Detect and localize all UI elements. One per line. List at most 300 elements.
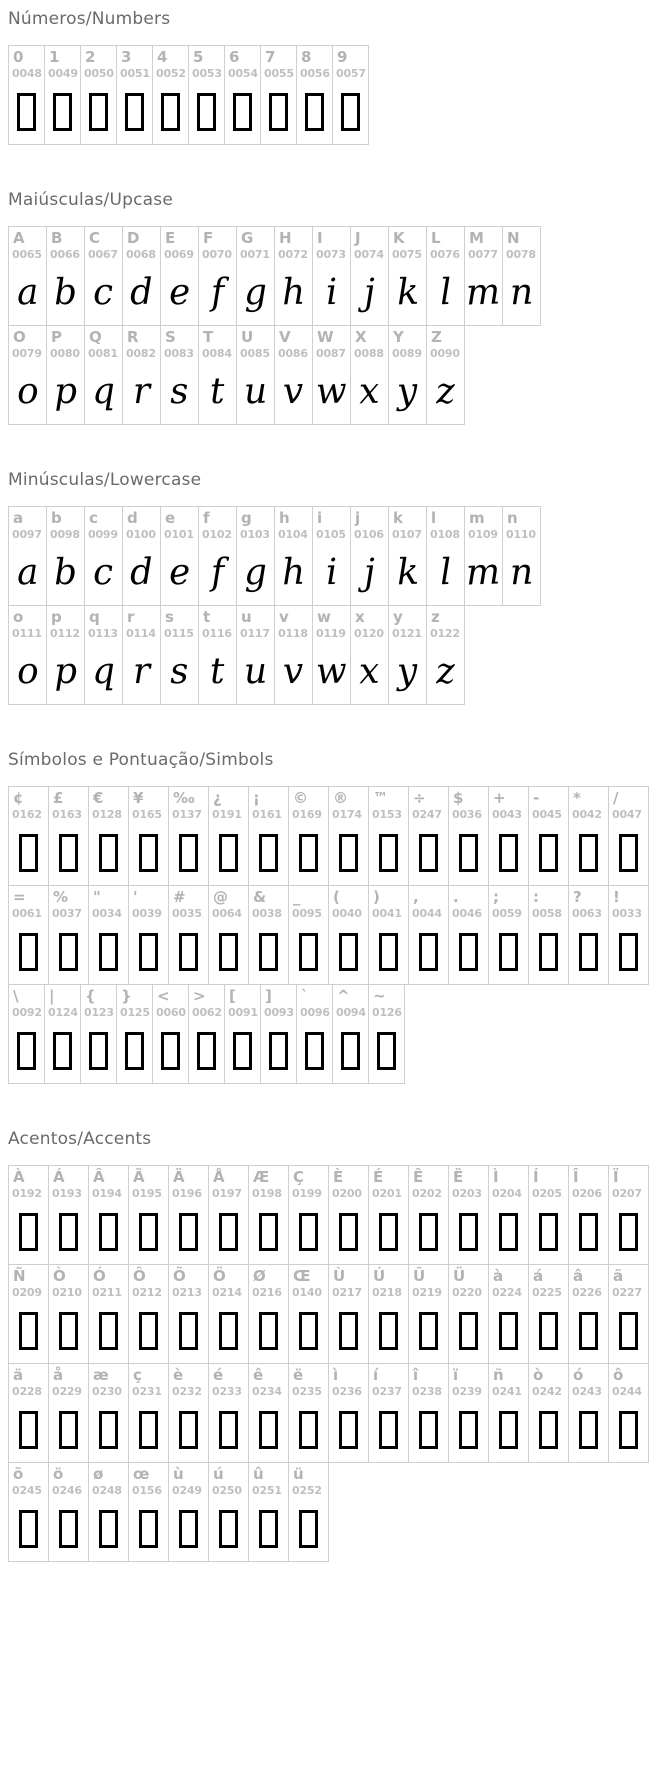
cell-unicode-code: 0087	[316, 347, 346, 360]
glyph-cell	[328, 1264, 369, 1364]
notdef-box-icon	[379, 1213, 398, 1251]
glyph-preview	[289, 1398, 328, 1462]
cell-character-label: Ì	[493, 1168, 499, 1186]
cell-character-label: F	[203, 229, 214, 247]
glyph-cell	[128, 885, 169, 985]
cell-unicode-code: 0078	[506, 248, 536, 261]
cell-unicode-code: 0097	[12, 528, 42, 541]
glyph-cell	[48, 885, 89, 985]
notdef-box-icon	[17, 1032, 36, 1070]
glyph-preview	[89, 920, 128, 984]
glyph-cell	[88, 885, 129, 985]
glyph-preview	[609, 1299, 648, 1363]
glyph-preview	[237, 541, 274, 605]
glyph-preview	[609, 821, 648, 885]
cell-unicode-code: 0043	[492, 808, 522, 821]
glyph-preview	[409, 1299, 448, 1363]
cell-unicode-code: 0052	[156, 67, 186, 80]
cell-character-label: #	[173, 888, 186, 906]
glyph-preview	[489, 1299, 528, 1363]
glyph-preview	[209, 1200, 248, 1264]
glyph-preview	[261, 80, 296, 144]
cell-character-label: ù	[173, 1465, 184, 1483]
glyph-grid-numbers	[8, 45, 661, 145]
notdef-box-icon	[59, 1510, 78, 1548]
glyph-cell	[122, 226, 161, 326]
notdef-box-icon	[219, 1510, 238, 1548]
cell-character-label: n	[507, 509, 518, 527]
glyph-preview	[47, 360, 84, 424]
notdef-box-icon	[19, 933, 38, 971]
cell-character-label: ¢	[13, 789, 24, 807]
cell-unicode-code: 0163	[52, 808, 82, 821]
glyph-cell	[208, 1264, 249, 1364]
cell-unicode-code: 0055	[264, 67, 294, 80]
cell-unicode-code: 0088	[354, 347, 384, 360]
glyph-preview	[89, 1200, 128, 1264]
cell-unicode-code: 0083	[164, 347, 194, 360]
cell-character-label: k	[393, 509, 403, 527]
cell-character-label: -	[533, 789, 540, 807]
handwritten-letter-glyph: d	[129, 551, 154, 594]
glyph-cell	[48, 1462, 89, 1562]
glyph-cell	[168, 1462, 209, 1562]
glyph-preview	[9, 640, 46, 704]
cell-unicode-code: 0038	[252, 907, 282, 920]
cell-character-label: õ	[13, 1465, 24, 1483]
glyph-cell	[312, 605, 351, 705]
glyph-preview	[529, 1398, 568, 1462]
glyph-cell	[274, 506, 313, 606]
notdef-box-icon	[379, 1312, 398, 1350]
glyph-preview	[209, 1497, 248, 1561]
glyph-cell	[312, 325, 351, 425]
cell-unicode-code: 0115	[164, 627, 194, 640]
cell-character-label: @	[213, 888, 228, 906]
notdef-box-icon	[419, 1213, 438, 1251]
handwritten-letter-glyph: q	[91, 650, 116, 693]
glyph-cell	[426, 506, 465, 606]
cell-character-label: ò	[533, 1366, 544, 1384]
notdef-box-icon	[299, 834, 318, 872]
glyph-row	[8, 885, 661, 985]
cell-unicode-code: 0205	[532, 1187, 562, 1200]
cell-unicode-code: 0036	[452, 808, 482, 821]
glyph-preview	[351, 640, 388, 704]
glyph-preview	[169, 1497, 208, 1561]
glyph-preview	[351, 360, 388, 424]
cell-unicode-code: 0117	[240, 627, 270, 640]
glyph-cell	[8, 885, 49, 985]
cell-unicode-code: 0106	[354, 528, 384, 541]
cell-unicode-code: 0203	[452, 1187, 482, 1200]
cell-character-label: !	[613, 888, 620, 906]
glyph-preview	[369, 1019, 404, 1083]
glyph-preview	[609, 1398, 648, 1462]
cell-character-label: é	[213, 1366, 224, 1384]
cell-unicode-code: 0121	[392, 627, 422, 640]
glyph-cell	[328, 885, 369, 985]
glyph-preview	[249, 920, 288, 984]
notdef-box-icon	[539, 933, 558, 971]
glyph-cell	[8, 1264, 49, 1364]
glyph-cell	[8, 605, 47, 705]
cell-character-label: Î	[573, 1168, 579, 1186]
glyph-preview	[199, 541, 236, 605]
handwritten-letter-glyph: z	[435, 370, 456, 413]
glyph-cell	[122, 325, 161, 425]
glyph-cell	[464, 226, 503, 326]
cell-character-label: f	[203, 509, 210, 527]
cell-character-label: b	[51, 509, 62, 527]
handwritten-letter-glyph: o	[15, 650, 40, 693]
cell-character-label: \	[13, 987, 19, 1005]
cell-character-label: Ä	[173, 1168, 185, 1186]
handwritten-letter-glyph: j	[363, 271, 376, 314]
glyph-cell	[128, 1363, 169, 1463]
cell-unicode-code: 0206	[572, 1187, 602, 1200]
cell-unicode-code: 0063	[572, 907, 602, 920]
cell-character-label: Z	[431, 328, 442, 346]
cell-character-label: 0	[13, 48, 24, 66]
glyph-preview	[329, 920, 368, 984]
glyph-preview	[209, 821, 248, 885]
glyph-row	[8, 1363, 661, 1463]
cell-character-label: ‰	[173, 789, 195, 807]
glyph-cell	[128, 1264, 169, 1364]
glyph-cell	[80, 984, 117, 1084]
glyph-cell	[122, 506, 161, 606]
handwritten-letter-glyph: n	[509, 271, 534, 314]
cell-character-label: J	[355, 229, 361, 247]
glyph-preview	[85, 640, 122, 704]
handwritten-letter-glyph: g	[243, 271, 268, 314]
cell-unicode-code: 0058	[532, 907, 562, 920]
glyph-cell	[208, 1363, 249, 1463]
notdef-box-icon	[139, 933, 158, 971]
cell-character-label: É	[373, 1168, 384, 1186]
glyph-preview	[249, 1200, 288, 1264]
cell-character-label: *	[573, 789, 581, 807]
glyph-preview	[289, 1299, 328, 1363]
cell-character-label: &	[253, 888, 267, 906]
cell-unicode-code: 0114	[126, 627, 156, 640]
cell-character-label: á	[533, 1267, 544, 1285]
cell-character-label: >	[193, 987, 206, 1005]
glyph-cell	[528, 786, 569, 886]
notdef-box-icon	[269, 93, 288, 131]
notdef-box-icon	[419, 1411, 438, 1449]
notdef-box-icon	[619, 1312, 638, 1350]
cell-character-label: Ó	[93, 1267, 106, 1285]
section-accents	[8, 1128, 661, 1562]
cell-character-label: Y	[393, 328, 404, 346]
cell-unicode-code: 0169	[292, 808, 322, 821]
notdef-box-icon	[579, 1411, 598, 1449]
cell-character-label: w	[317, 608, 331, 626]
glyph-cell	[568, 1165, 609, 1265]
glyph-cell	[488, 786, 529, 886]
cell-character-label: [	[229, 987, 236, 1005]
cell-character-label: 2	[85, 48, 96, 66]
cell-character-label: _	[293, 888, 301, 906]
cell-character-label: E	[165, 229, 176, 247]
glyph-preview	[49, 1200, 88, 1264]
cell-character-label: <	[157, 987, 170, 1005]
glyph-cell	[208, 885, 249, 985]
glyph-preview	[9, 1200, 48, 1264]
section-uppercase	[8, 189, 661, 425]
notdef-box-icon	[539, 834, 558, 872]
glyph-preview	[569, 1398, 608, 1462]
cell-unicode-code: 0156	[132, 1484, 162, 1497]
cell-unicode-code: 0200	[332, 1187, 362, 1200]
cell-unicode-code: 0057	[336, 67, 366, 80]
cell-character-label: A	[13, 229, 25, 247]
notdef-box-icon	[379, 1411, 398, 1449]
glyph-preview	[313, 541, 350, 605]
cell-unicode-code: 0251	[252, 1484, 282, 1497]
glyph-grid-lowercase	[8, 506, 661, 705]
glyph-preview	[449, 1299, 488, 1363]
notdef-box-icon	[179, 1312, 198, 1350]
notdef-box-icon	[499, 1213, 518, 1251]
glyph-cell	[608, 786, 649, 886]
cell-unicode-code: 0037	[52, 907, 82, 920]
notdef-box-icon	[339, 1213, 358, 1251]
glyph-preview	[169, 1299, 208, 1363]
cell-character-label: ?	[573, 888, 582, 906]
cell-unicode-code: 0119	[316, 627, 346, 640]
glyph-cell	[528, 1363, 569, 1463]
cell-unicode-code: 0080	[50, 347, 80, 360]
glyph-preview	[9, 920, 48, 984]
cell-unicode-code: 0041	[372, 907, 402, 920]
glyph-preview	[369, 1299, 408, 1363]
handwritten-letter-glyph: l	[439, 271, 452, 314]
glyph-preview	[333, 80, 368, 144]
notdef-box-icon	[499, 1312, 518, 1350]
glyph-preview	[225, 1019, 260, 1083]
handwritten-letter-glyph: n	[509, 551, 534, 594]
glyph-cell	[80, 45, 117, 145]
glyph-preview	[199, 640, 236, 704]
notdef-box-icon	[89, 93, 108, 131]
handwritten-letter-glyph: b	[53, 551, 78, 594]
cell-character-label: o	[13, 608, 24, 626]
glyph-cell	[48, 1264, 89, 1364]
glyph-preview	[351, 541, 388, 605]
cell-character-label: î	[413, 1366, 419, 1384]
glyph-cell	[368, 1363, 409, 1463]
notdef-box-icon	[619, 1213, 638, 1251]
glyph-preview	[81, 80, 116, 144]
glyph-cell	[448, 885, 489, 985]
glyph-cell	[44, 45, 81, 145]
notdef-box-icon	[419, 933, 438, 971]
cell-character-label: s	[165, 608, 174, 626]
glyph-preview	[409, 920, 448, 984]
glyph-preview	[123, 360, 160, 424]
glyph-preview	[169, 920, 208, 984]
cell-character-label: N	[507, 229, 520, 247]
cell-character-label: )	[373, 888, 380, 906]
cell-character-label: G	[241, 229, 254, 247]
cell-unicode-code: 0056	[300, 67, 330, 80]
glyph-preview	[161, 541, 198, 605]
glyph-preview	[289, 920, 328, 984]
cell-unicode-code: 0214	[212, 1286, 242, 1299]
handwritten-letter-glyph: y	[396, 370, 419, 413]
cell-unicode-code: 0191	[212, 808, 242, 821]
cell-character-label: Ç	[293, 1168, 305, 1186]
glyph-cell	[528, 885, 569, 985]
notdef-box-icon	[19, 1213, 38, 1251]
cell-character-label: ;	[493, 888, 499, 906]
glyph-preview	[313, 360, 350, 424]
cell-unicode-code: 0090	[430, 347, 460, 360]
glyph-cell	[168, 885, 209, 985]
glyph-preview	[489, 1398, 528, 1462]
cell-character-label: Ï	[613, 1168, 619, 1186]
cell-character-label: P	[51, 328, 62, 346]
cell-unicode-code: 0250	[212, 1484, 242, 1497]
notdef-box-icon	[579, 1312, 598, 1350]
glyph-cell	[332, 45, 369, 145]
cell-unicode-code: 0039	[132, 907, 162, 920]
cell-character-label: û	[253, 1465, 264, 1483]
glyph-preview	[199, 360, 236, 424]
notdef-box-icon	[59, 1411, 78, 1449]
glyph-cell	[274, 605, 313, 705]
glyph-cell	[388, 325, 427, 425]
glyph-preview	[9, 1497, 48, 1561]
glyph-preview	[209, 1299, 248, 1363]
glyph-cell	[248, 1165, 289, 1265]
glyph-row	[8, 1462, 661, 1562]
glyph-cell	[128, 786, 169, 886]
notdef-box-icon	[125, 1032, 144, 1070]
glyph-grid-accents	[8, 1165, 661, 1562]
glyph-preview	[329, 821, 368, 885]
glyph-preview	[427, 261, 464, 325]
glyph-cell	[198, 226, 237, 326]
glyph-preview	[275, 360, 312, 424]
glyph-cell	[274, 226, 313, 326]
glyph-cell	[350, 605, 389, 705]
cell-character-label: l	[431, 509, 437, 527]
glyph-cell	[568, 1264, 609, 1364]
glyph-cell	[350, 226, 389, 326]
notdef-box-icon	[99, 1312, 118, 1350]
cell-character-label: Ã	[133, 1168, 145, 1186]
notdef-box-icon	[219, 834, 238, 872]
section-title-numbers: Números/Numbers	[8, 9, 171, 29]
notdef-box-icon	[579, 933, 598, 971]
cell-character-label: S	[165, 328, 176, 346]
handwritten-letter-glyph: y	[396, 650, 419, 693]
cell-unicode-code: 0201	[372, 1187, 402, 1200]
cell-unicode-code: 0243	[572, 1385, 602, 1398]
cell-unicode-code: 0069	[164, 248, 194, 261]
glyph-preview	[329, 1398, 368, 1462]
glyph-preview	[117, 80, 152, 144]
glyph-cell	[528, 1264, 569, 1364]
notdef-box-icon	[499, 1411, 518, 1449]
cell-unicode-code: 0064	[212, 907, 242, 920]
handwritten-letter-glyph: i	[325, 551, 338, 594]
cell-character-label: ¥	[133, 789, 144, 807]
glyph-cell	[8, 1462, 49, 1562]
notdef-box-icon	[299, 1411, 318, 1449]
section-title-symbols: Símbolos e Pontuação/Simbols	[8, 750, 274, 770]
notdef-box-icon	[59, 1213, 78, 1251]
cell-unicode-code: 0092	[12, 1006, 42, 1019]
notdef-box-icon	[179, 1411, 198, 1449]
glyph-cell	[388, 506, 427, 606]
glyph-preview	[249, 1299, 288, 1363]
cell-character-label: u	[241, 608, 252, 626]
cell-unicode-code: 0232	[172, 1385, 202, 1398]
notdef-box-icon	[259, 1411, 278, 1449]
cell-character-label: a	[13, 509, 24, 527]
glyph-cell	[426, 325, 465, 425]
cell-character-label: e	[165, 509, 176, 527]
cell-character-label: 5	[193, 48, 204, 66]
notdef-box-icon	[59, 834, 78, 872]
glyph-cell	[198, 506, 237, 606]
cell-unicode-code: 0110	[506, 528, 536, 541]
glyph-cell	[8, 1363, 49, 1463]
glyph-cell	[488, 885, 529, 985]
notdef-box-icon	[53, 1032, 72, 1070]
glyph-cell	[88, 1462, 129, 1562]
cell-unicode-code: 0061	[12, 907, 42, 920]
cell-character-label: y	[393, 608, 403, 626]
cell-character-label: %	[53, 888, 69, 906]
glyph-cell	[160, 506, 199, 606]
section-title-accents: Acentos/Accents	[8, 1129, 152, 1149]
glyph-cell	[328, 786, 369, 886]
glyph-cell	[8, 786, 49, 886]
glyph-preview	[129, 1398, 168, 1462]
notdef-box-icon	[179, 834, 198, 872]
glyph-preview	[351, 261, 388, 325]
cell-unicode-code: 0242	[532, 1385, 562, 1398]
cell-unicode-code: 0123	[84, 1006, 114, 1019]
cell-character-label: h	[279, 509, 290, 527]
notdef-box-icon	[19, 1510, 38, 1548]
notdef-box-icon	[53, 93, 72, 131]
glyph-preview	[389, 541, 426, 605]
handwritten-letter-glyph: v	[282, 370, 305, 413]
glyph-preview	[89, 1299, 128, 1363]
notdef-box-icon	[619, 1411, 638, 1449]
cell-character-label: g	[241, 509, 252, 527]
glyph-preview	[261, 1019, 296, 1083]
glyph-cell	[116, 45, 153, 145]
cell-unicode-code: 0034	[92, 907, 122, 920]
glyph-cell	[88, 1363, 129, 1463]
cell-character-label: €	[93, 789, 104, 807]
cell-character-label: Â	[93, 1168, 105, 1186]
cell-character-label: .	[453, 888, 459, 906]
cell-unicode-code: 0230	[92, 1385, 122, 1398]
glyph-cell	[448, 1264, 489, 1364]
cell-character-label: 6	[229, 48, 240, 66]
notdef-box-icon	[339, 1411, 358, 1449]
glyph-cell	[260, 45, 297, 145]
